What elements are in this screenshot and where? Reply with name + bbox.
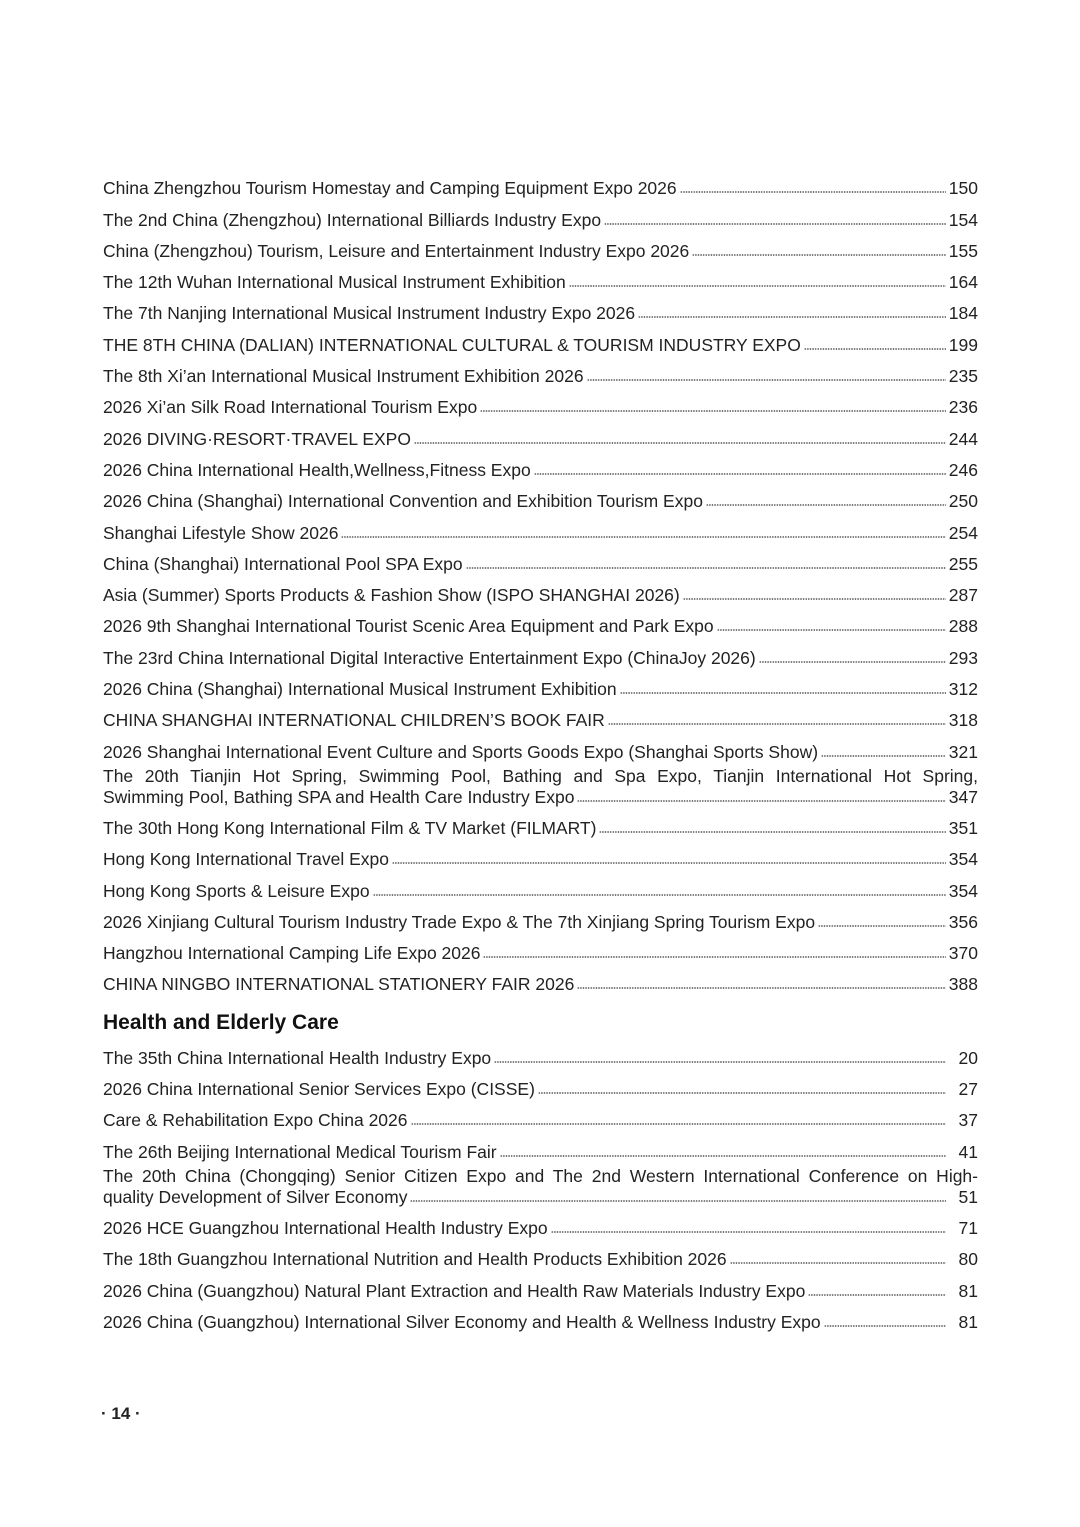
toc-entry[interactable]	[103, 262, 978, 293]
toc-entry-page: 351	[948, 817, 978, 838]
toc-entry[interactable]	[103, 450, 978, 481]
toc-entry-title: China Zhengzhou Tourism Homestay and Camping Equipment Expo 2026	[103, 178, 677, 199]
toc-entry-title: Hangzhou International Camping Life Expo 2026	[103, 943, 481, 964]
toc-entry-page: 388	[948, 974, 978, 995]
toc-entry-chongqing[interactable]	[103, 1163, 978, 1208]
dot-leader	[808, 1293, 946, 1297]
dot-leader	[620, 691, 946, 695]
toc-entry-page: 199	[948, 334, 978, 355]
dot-leader	[692, 253, 946, 257]
dot-leader	[466, 566, 946, 570]
page-number: · 14 ·	[101, 1404, 141, 1423]
toc-entry[interactable]	[103, 1131, 978, 1162]
toc-entry-page: 155	[948, 240, 978, 261]
toc-entry-page: 255	[948, 553, 978, 574]
dot-leader	[730, 1261, 946, 1265]
toc-entry-title: 2026 China International Health,Wellness,Fitness Expo	[103, 459, 531, 480]
toc-entry-title: 2026 DIVING·RESORT·TRAVEL EXPO	[103, 428, 411, 449]
toc-entry[interactable]	[103, 512, 978, 543]
dot-leader	[824, 1324, 946, 1328]
toc-list-tourism-cont	[103, 808, 978, 996]
toc-entry-title: 2026 China (Shanghai) International Convention and Exhibition Tourism Expo	[103, 491, 703, 512]
dot-leader	[821, 754, 946, 758]
toc-entry-title-line2: Swimming Pool, Bathing SPA and Health Care Industry Expo	[103, 786, 575, 807]
toc-entry-title: The 35th China International Health Industry Expo	[103, 1047, 492, 1068]
toc-entry-title: The 18th Guangzhou International Nutrition and Health Products Exhibition 2026	[103, 1249, 727, 1270]
toc-entry-page: 27	[958, 1079, 978, 1100]
toc-entry-page: 293	[948, 647, 978, 668]
toc-entry-page: 354	[948, 849, 978, 870]
toc-entry-page: 154	[948, 209, 978, 230]
toc-entry-page: 288	[948, 616, 978, 637]
toc-entry-title: Care & Rehabilitation Expo China 2026	[103, 1110, 408, 1131]
dot-leader	[534, 472, 946, 476]
toc-entry-title: The 30th Hong Kong International Film & TV Market (FILMART)	[103, 817, 597, 838]
toc-entry[interactable]	[103, 356, 978, 387]
toc-entry[interactable]	[103, 933, 978, 964]
toc-entry[interactable]	[103, 1037, 978, 1068]
toc-entry[interactable]	[103, 1069, 978, 1100]
toc-entry-title: 2026 Xi’an Silk Road International Tourism Expo	[103, 397, 478, 418]
toc-entry-page: 81	[958, 1280, 978, 1301]
toc-entry-page: 246	[948, 459, 978, 480]
toc-entry[interactable]	[103, 839, 978, 870]
toc-entry-page: 244	[948, 428, 978, 449]
toc-entry-page: 356	[948, 911, 978, 932]
toc-entry-title: The 23rd China International Digital Interactive Entertainment Expo (ChinaJoy 2026)	[103, 647, 756, 668]
toc-entry-page: 81	[958, 1311, 978, 1332]
toc-entry-page: 347	[948, 786, 978, 807]
toc-entry[interactable]	[103, 231, 978, 262]
toc-entry-title: China (Zhengzhou) Tourism, Leisure and Entertainment Industry Expo 2026	[103, 240, 690, 261]
toc-entry-page: 80	[958, 1249, 978, 1270]
toc-entry[interactable]	[103, 808, 978, 839]
toc-entry[interactable]	[103, 902, 978, 933]
toc-entry-title: CHINA SHANGHAI INTERNATIONAL CHILDREN’S BOOK FAIR	[103, 710, 605, 731]
dot-leader	[494, 1060, 946, 1064]
toc-entry-page: 51	[958, 1186, 978, 1207]
toc-entry-title: The 26th Beijing International Medical Tourism Fair	[103, 1141, 497, 1162]
dot-leader	[683, 597, 946, 601]
toc-list-tourism	[103, 168, 978, 763]
toc-entry-title: The 2nd China (Zhengzhou) International Billiards Industry Expo	[103, 209, 602, 230]
dot-leader	[599, 830, 946, 834]
dot-leader	[577, 986, 946, 990]
toc-entry-page: 41	[958, 1141, 978, 1162]
toc-entry[interactable]	[103, 731, 978, 762]
toc-entry[interactable]	[103, 606, 978, 637]
toc-list-health-b	[103, 1208, 978, 1333]
dot-leader	[569, 284, 946, 288]
dot-leader	[717, 628, 946, 632]
toc-entry[interactable]	[103, 669, 978, 700]
toc-entry[interactable]	[103, 324, 978, 355]
toc-entry-title-line1: The 20th Tianjin Hot Spring, Swimming Pool, Bathing and Spa Expo, Tianjin International Hot Spring,	[103, 765, 978, 786]
dot-leader	[480, 409, 946, 413]
dot-leader	[706, 503, 946, 507]
toc-entry-title: The 8th Xi’an International Musical Instrument Exhibition 2026	[103, 366, 584, 387]
toc-entry-tianjin[interactable]	[103, 763, 978, 808]
toc-entry-title: 2026 Xinjiang Cultural Tourism Industry Trade Expo & The 7th Xinjiang Spring Tourism Expo	[103, 911, 816, 932]
dot-leader	[373, 893, 946, 897]
toc-entry[interactable]	[103, 1239, 978, 1270]
toc-entry[interactable]	[103, 387, 978, 418]
dot-leader	[551, 1230, 946, 1234]
toc-entry[interactable]	[103, 870, 978, 901]
toc-entry-page: 184	[948, 303, 978, 324]
toc-entry-title: The 12th Wuhan International Musical Instrument Exhibition	[103, 272, 566, 293]
toc-entry[interactable]	[103, 700, 978, 731]
toc-entry-title: 2026 China (Shanghai) International Musical Instrument Exhibition	[103, 679, 617, 700]
toc-entry[interactable]	[103, 293, 978, 324]
toc-entry-title-line1: The 20th China (Chongqing) Senior Citizen Expo and The 2nd Western International Conference on High-	[103, 1165, 978, 1186]
toc-entry-page: 354	[948, 880, 978, 901]
toc-entry-page: 321	[948, 741, 978, 762]
dot-leader	[818, 924, 946, 928]
toc-entry[interactable]	[103, 199, 978, 230]
toc-entry-title-line2: quality Development of Silver Economy	[103, 1186, 408, 1207]
toc-entry-title: The 7th Nanjing International Musical Instrument Industry Expo 2026	[103, 303, 636, 324]
dot-leader	[577, 799, 946, 803]
dot-leader	[759, 660, 946, 664]
toc-entry-title: 2026 Shanghai International Event Culture and Sports Goods Expo (Shanghai Sports Show)	[103, 741, 819, 762]
toc-entry[interactable]	[103, 964, 978, 995]
dot-leader	[483, 955, 946, 959]
toc-entry-title: THE 8TH CHINA (DALIAN) INTERNATIONAL CULTURAL & TOURISM INDUSTRY EXPO	[103, 334, 801, 355]
toc-entry-page: 150	[948, 178, 978, 199]
toc-entry[interactable]	[103, 481, 978, 512]
dot-leader	[804, 347, 946, 351]
toc-entry-page: 370	[948, 943, 978, 964]
toc-entry[interactable]	[103, 1302, 978, 1333]
toc-entry[interactable]	[103, 168, 978, 199]
toc-entry[interactable]	[103, 1270, 978, 1301]
dot-leader	[604, 222, 946, 226]
toc-entry-title: Asia (Summer) Sports Products & Fashion Show (ISPO SHANGHAI 2026)	[103, 585, 680, 606]
toc-entry-title: Hong Kong International Travel Expo	[103, 849, 390, 870]
toc-entry[interactable]	[103, 637, 978, 668]
dot-leader	[414, 441, 946, 445]
dot-leader	[411, 1122, 947, 1126]
toc-entry-title: Shanghai Lifestyle Show 2026	[103, 522, 339, 543]
dot-leader	[410, 1199, 946, 1203]
toc-entry-page: 250	[948, 491, 978, 512]
dot-leader	[608, 722, 946, 726]
toc-entry-page: 20	[958, 1047, 978, 1068]
table-of-contents	[103, 168, 978, 1333]
toc-entry[interactable]	[103, 1100, 978, 1131]
toc-entry-title: CHINA NINGBO INTERNATIONAL STATIONERY FAIR 2026	[103, 974, 575, 995]
toc-entry-page: 164	[948, 272, 978, 293]
toc-entry-title: 2026 HCE Guangzhou International Health Industry Expo	[103, 1217, 548, 1238]
dot-leader	[341, 535, 946, 539]
toc-entry-page: 235	[948, 366, 978, 387]
toc-entry-title: 2026 9th Shanghai International Tourist Scenic Area Equipment and Park Expo	[103, 616, 714, 637]
toc-entry-page: 287	[948, 585, 978, 606]
toc-entry-title: China (Shanghai) International Pool SPA Expo	[103, 553, 463, 574]
dot-leader	[392, 861, 946, 865]
section-heading-health: Health and Elderly Care	[103, 1011, 339, 1035]
toc-entry-page: 37	[958, 1110, 978, 1131]
toc-entry-page: 318	[948, 710, 978, 731]
toc-entry-page: 254	[948, 522, 978, 543]
toc-entry-title: Hong Kong Sports & Leisure Expo	[103, 880, 370, 901]
toc-entry-page: 71	[958, 1217, 978, 1238]
toc-list-health-a	[103, 1037, 978, 1162]
dot-leader	[680, 190, 946, 194]
toc-entry[interactable]	[103, 544, 978, 575]
dot-leader	[587, 378, 946, 382]
toc-entry[interactable]	[103, 575, 978, 606]
toc-entry[interactable]	[103, 418, 978, 449]
toc-entry-page: 312	[948, 679, 978, 700]
toc-entry-page: 236	[948, 397, 978, 418]
toc-entry-title: 2026 China International Senior Services Expo (CISSE)	[103, 1079, 535, 1100]
toc-entry-title: 2026 China (Guangzhou) International Silver Economy and Health & Wellness Industry Expo	[103, 1311, 821, 1332]
dot-leader	[500, 1154, 946, 1158]
dot-leader	[538, 1091, 946, 1095]
toc-entry-title: 2026 China (Guangzhou) Natural Plant Extraction and Health Raw Materials Industry Expo	[103, 1280, 806, 1301]
toc-entry[interactable]	[103, 1208, 978, 1239]
dot-leader	[638, 315, 946, 319]
